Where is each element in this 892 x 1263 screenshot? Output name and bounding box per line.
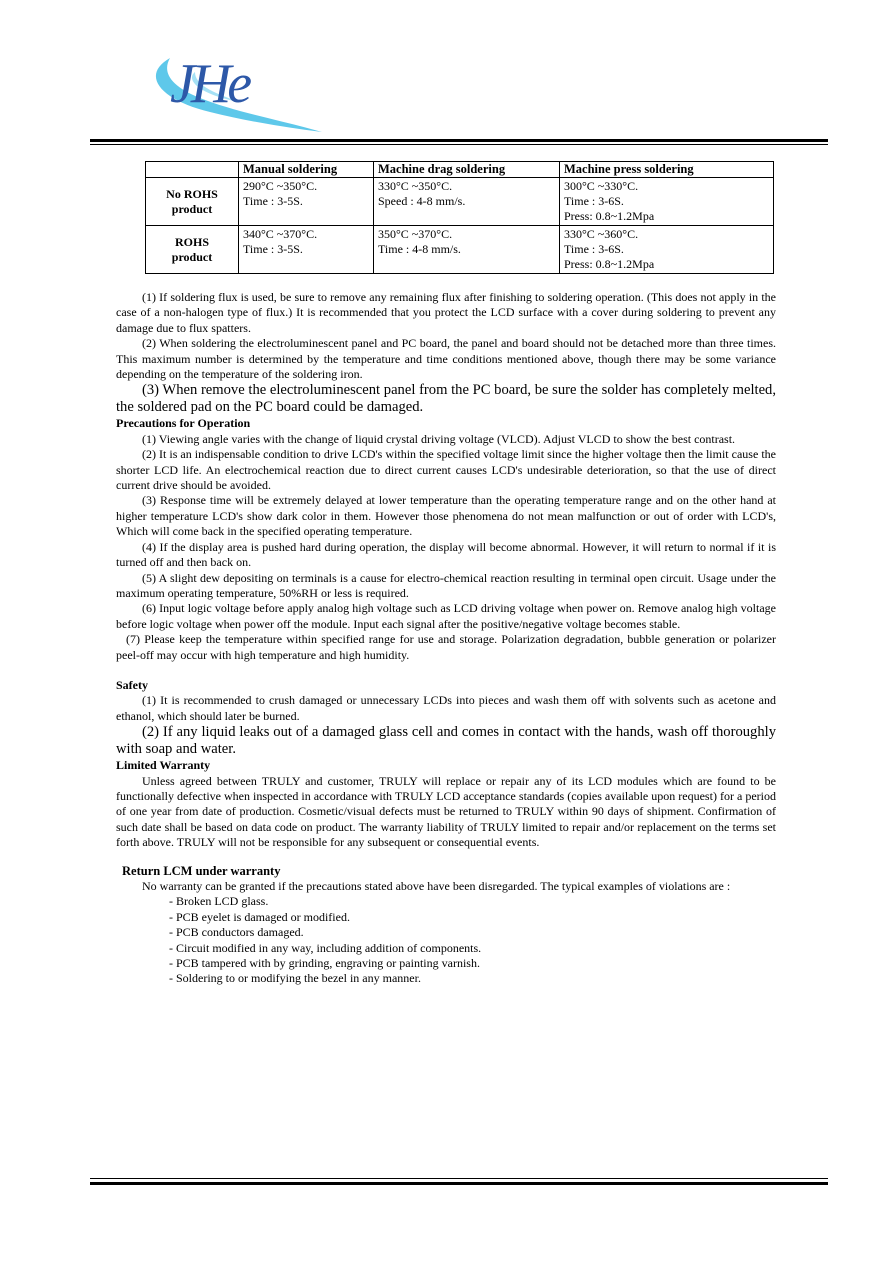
return-heading: Return LCM under warranty — [122, 863, 281, 878]
list-item: - PCB eyelet is damaged or modified. — [169, 909, 350, 924]
footer-rule — [90, 1182, 828, 1185]
cell-manual: 340°C ~370°C. Time : 3-5S. — [239, 226, 374, 274]
table-header-corner — [146, 162, 239, 178]
list-item: - PCB tampered with by grinding, engraving or painting varnish. — [169, 956, 480, 971]
list-item: - Broken LCD glass. — [169, 894, 269, 909]
table-header-row — [146, 162, 774, 178]
cell-press: 330°C ~360°C. Time : 3-6S. Press: 0.8~1.2Mpa — [560, 226, 774, 274]
header-rule-thin — [90, 144, 828, 145]
cell-drag: 330°C ~350°C. Speed : 4-8 mm/s. — [374, 178, 560, 226]
safety-item: (1) It is recommended to crush damaged or unnecessary LCDs into pieces and wash them off with solvents such as acetone and ethanol, which should later be burned. — [116, 693, 776, 723]
safety-heading: Safety — [116, 677, 148, 692]
cell-press: 300°C ~330°C. Time : 3-6S. Press: 0.8~1.2Mpa — [560, 178, 774, 226]
soldering-note: (3) When remove the electroluminescent panel from the PC board, be sure the solder has completely melted, the soldered pad on the PC board could be damaged. — [116, 382, 776, 416]
list-item: - Circuit modified in any way, including addition of components. — [169, 940, 482, 955]
operation-heading: Precautions for Operation — [116, 416, 251, 431]
row-label: No ROHS product — [146, 178, 239, 226]
cell-manual: 290°C ~350°C. Time : 3-5S. — [239, 178, 374, 226]
soldering-note: (2) When soldering the electroluminescent panel and PC board, the panel and board should not be detached more than three times. This maximum number is determined by the temperature and time conditions mentioned above, though there may be some variance depending on the temperature of the soldering iron. — [116, 336, 776, 382]
document-body — [116, 290, 776, 987]
company-logo — [140, 40, 340, 140]
operation-item: (1) Viewing angle varies with the change of liquid crystal driving voltage (VLCD). Adjust VLCD to show the best contrast. — [142, 431, 736, 446]
operation-item: (7) Please keep the temperature within specified range for use and storage. Polarization degradation, bubble generation or polarizer peel-off may occur with high temperature and high humidity. — [116, 632, 776, 662]
cell-drag: 350°C ~370°C. Time : 4-8 mm/s. — [374, 226, 560, 274]
warranty-text: Unless agreed between TRULY and customer, TRULY will replace or repair any of its LCD modules which are found to be functionally defective when inspected in accordance with TRULY LCD acceptance standards (copies available upon request) for a period of one year from date of production. Cosmetic/visual defects must be returned to TRULY within 90 days of shipment. Confirmation of such date shall be based on data code on product. The warranty liability of TRULY limited to repair and/or replacement on the terms set forth above. TRULY will not be responsible for any subsequent or consequential events. — [116, 773, 776, 850]
return-intro: No warranty can be granted if the precautions stated above have been disregarded. The typical examples of violations are : — [142, 879, 731, 893]
warranty-heading: Limited Warranty — [116, 758, 211, 773]
footer-rule-thin — [90, 1178, 828, 1179]
operation-item: (2) It is an indispensable condition to drive LCD's within the specified voltage limit since the higher voltage then the limit cause the shorter LCD life. An electrochemical reaction due to direct current causes LCD's undesirable deterioration, so that the use of direct current drive should be avoided. — [116, 447, 776, 493]
logo-text: JHe — [170, 53, 249, 115]
operation-item: (4) If the display area is pushed hard during operation, the display will become abnormal. However, it will return to normal if it is turned off and then back on. — [116, 539, 776, 570]
table-header-press: Machine press soldering — [560, 162, 774, 178]
operation-item: (6) Input logic voltage before apply analog high voltage such as LCD driving voltage when power on. Remove analog high voltage before logic voltage when power off the module. Input each signal after the positive/negative voltage becomes stable. — [116, 601, 776, 631]
row-label: ROHS product — [146, 226, 239, 274]
violations-list — [116, 894, 776, 986]
list-item: - PCB conductors damaged. — [169, 925, 304, 940]
operation-item: (5) A slight dew depositing on terminals is a cause for electro-chemical reaction resulting in terminal open circuit. Usage under the maximum operating temperature, 50%RH or less is required. — [116, 570, 776, 600]
table-row — [146, 226, 774, 274]
table-header-drag: Machine drag soldering — [374, 162, 560, 178]
list-item: - Soldering to or modifying the bezel in any manner. — [169, 971, 421, 986]
table-header-manual: Manual soldering — [239, 162, 374, 178]
table-row — [146, 178, 774, 226]
header-rule — [90, 139, 828, 142]
operation-item: (3) Response time will be extremely delayed at lower temperature than the operating temperature range and on the other hand at higher temperature LCD's show dark color in them. However those phenomena do not mean malfunction or out of order with LCD's, Which will come back in the specified operating temperature. — [116, 493, 776, 539]
soldering-note: (1) If soldering flux is used, be sure to remove any remaining flux after finishing to soldering operation. (This does not apply in the case of a non-halogen type of flux.) It is recommended that you protect the LCD surface with a cover during soldering to prevent any damage due to flux spatters. — [116, 290, 776, 335]
soldering-conditions-table — [145, 161, 774, 274]
safety-item: (2) If any liquid leaks out of a damaged glass cell and comes in contact with the hands, wash off thoroughly with soap and water. — [116, 724, 776, 758]
